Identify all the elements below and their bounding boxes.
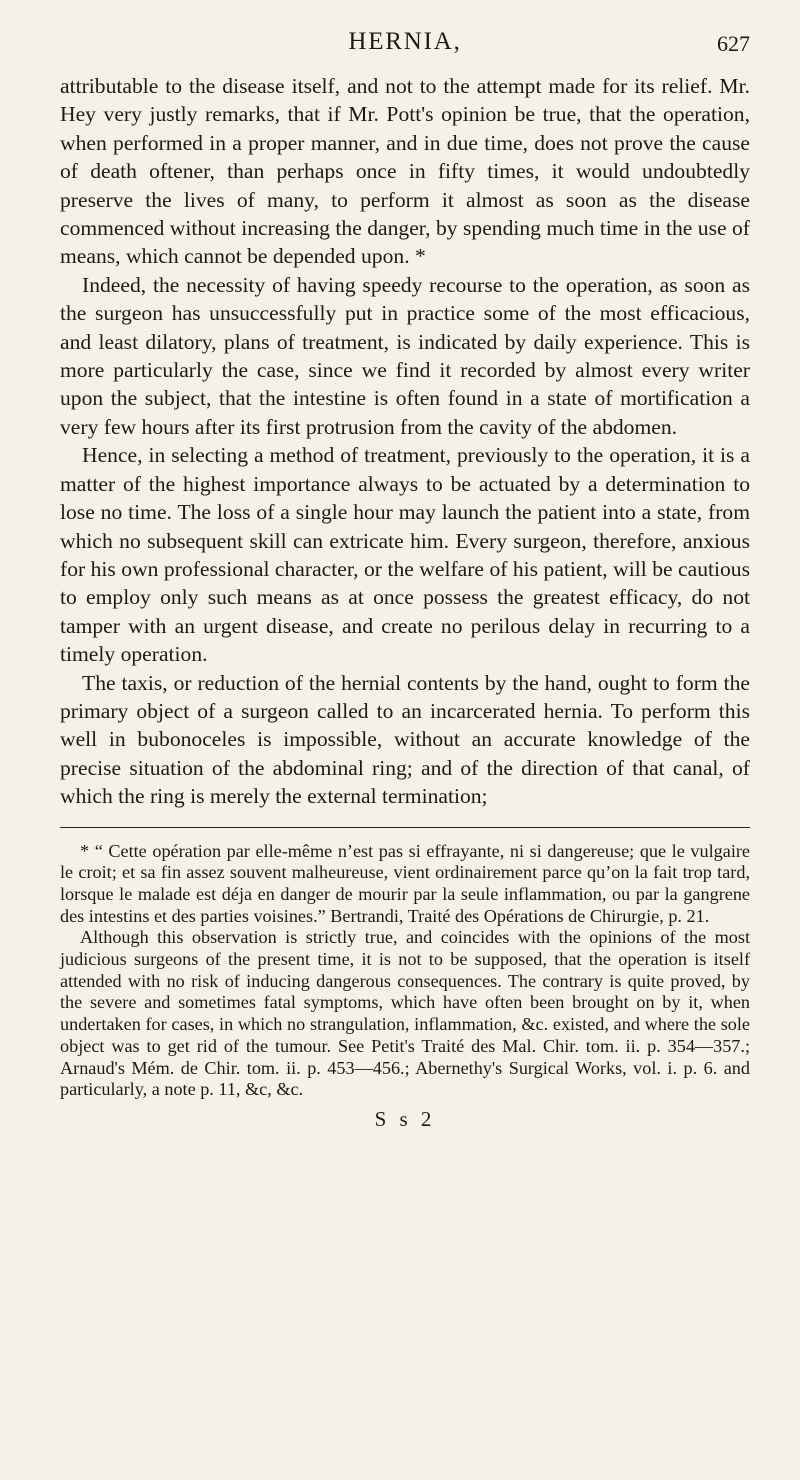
- main-text: [60, 72, 750, 811]
- body-paragraph: attributable to the disease itself, and not to the attempt made for its relief. Mr. Hey very justly remarks, that if Mr. Pott's opinion be true, that the operation, when performed in a proper manner, and in due time, does not prove the cause of death oftener, than perhaps once in fifty times, it would undoubtedly preserve the lives of many, to perform it almost as soon as the disease commenced without increasing the danger, by spending much time in the use of means, which cannot be depended upon. *: [60, 74, 750, 269]
- footnote-paragraph: * “ Cette opération par elle-même n’est pas si effrayante, ni si dangereuse; que le vulgaire le croit; et sa fin assez souvent malheureuse, vient ordinairement parce qu’on la fait trop tard, lorsque le malade est déja en danger de mourir par la seule inflammation, ou par la gangrene des intestins et des parties voisines.” Bertrandi, Traité des Opérations de Chirurgie, p. 21.: [60, 840, 750, 926]
- footnote: [60, 841, 750, 1101]
- body-paragraph: Hence, in selecting a method of treatment, previously to the operation, it is a matter of the highest importance always to be actuated by a determination to lose no time. The loss of a single hour may launch the patient into a state, from which no subsequent skill can extricate him. Every surgeon, therefore, anxious for his own professional character, or the welfare of his patient, will be cautious to employ only such means as at once possess the greatest efficacy, do not tamper with an urgent disease, and create no perilous delay in recurring to a timely operation.: [60, 443, 750, 667]
- page-header: [60, 28, 750, 72]
- running-title: HERNIA,: [348, 28, 462, 55]
- page-number: 627: [717, 31, 750, 56]
- signature-mark: S s 2: [374, 1107, 436, 1131]
- footnote-paragraph: Although this observation is strictly true, and coincides with the opinions of the most judicious surgeons of the present time, it is not to be supposed, that the operation is itself attended with no risk of inducing dangerous consequences. The contrary is quite proved, by the severe and sometimes fatal symptoms, which have often been brought on by it, when undertaken for cases, in which no strangulation, inflammation, &c. existed, and where the sole object was to get rid of the tumour. See Petit's Traité des Mal. Chir. tom. ii. p. 354—357.; Arnaud's Mém. de Chir. tom. ii. p. 453—456.; Abernethy's Surgical Works, vol. i. p. 6. and particularly, a note p. 11, &c, &c.: [60, 927, 750, 1100]
- book-page: [60, 28, 750, 1132]
- body-paragraph: The taxis, or reduction of the hernial contents by the hand, ought to form the primary object of a surgeon called to an incarcerated hernia. To perform this well in bubonoceles is impossible, without an accurate knowledge of the precise situation of the abdominal ring; and of the direction of that canal, of which the ring is merely the external termination;: [60, 670, 750, 809]
- body-paragraph: Indeed, the necessity of having speedy recourse to the operation, as soon as the surgeon has unsuccessfully put in practice some of the most efficacious, and least dilatory, plans of treatment, is indicated by daily experience. This is more particularly the case, since we find it recorded by almost every writer upon the subject, that the intestine is often found in a state of mortification a very few hours after its first protrusion from the cavity of the abdomen.: [60, 272, 750, 439]
- footnote-divider: [60, 827, 750, 829]
